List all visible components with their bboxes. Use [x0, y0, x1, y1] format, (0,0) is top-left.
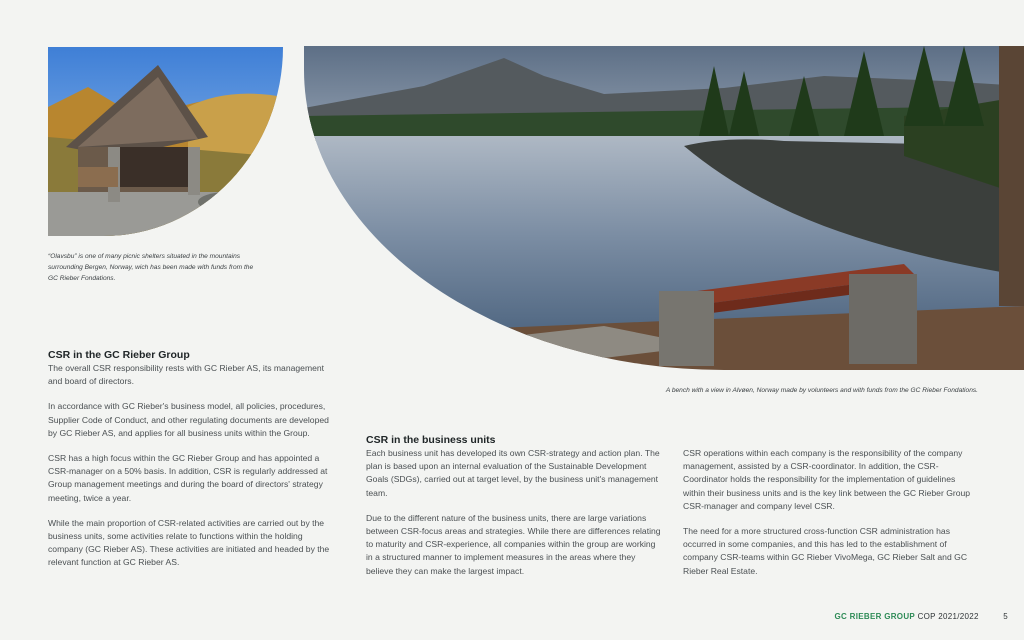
paragraph: The need for a more structured cross-function CSR administration has occurred in some companies, and this has led to the establishment of company CSR-teams within GC Rieber VivoMega, GC Rieber Salt and GC Rieber Real Estate. [683, 526, 968, 576]
page-footer [835, 612, 1008, 621]
csr-operations-section [683, 447, 979, 590]
shelter-photo [48, 47, 283, 236]
csr-business-units-section [366, 433, 662, 590]
footer-report: COP 2021/2022 [917, 612, 979, 621]
bench-caption: A bench with a view in Alvøen, Norway made by volunteers and with funds from the GC Rieber Fondations. [665, 387, 978, 394]
paragraph: While the main proportion of CSR-related activities are carried out by the business units, some activities relate to functions within the holding company (GC Rieber AS). These activities are initiated and headed by the relevant function at GC Rieber AS. [48, 517, 330, 568]
page-number: 5 [1003, 612, 1008, 621]
section-heading: CSR in the business units [366, 434, 496, 446]
paragraph: In accordance with GC Rieber's business model, all policies, procedures, Supplier Code of Conduct, and other regulating documents are developed by GC Rieber AS, and applies for all business units within the Group. [48, 401, 329, 438]
paragraph: CSR operations within each company is the responsibility of the company management, assisted by a CSR-coordinator. In addition, the CSR-Coordinator holds the responsibility for the implementation of guidelines within their business units and is the key link between the GC Rieber Group CSR-manager and company level CSR. [683, 448, 971, 511]
paragraph: The overall CSR responsibility rests with GC Rieber AS, its management and board of directors. [48, 363, 325, 387]
paragraph: CSR has a high focus within the GC Rieber Group and has appointed a CSR-manager on a 50% basis. In addition, CSR is regularly addressed at Group management meetings and during the board of directors' strategy meeting, twice a year. [48, 453, 328, 503]
csr-group-section [48, 348, 338, 582]
lake-photo [304, 46, 1024, 370]
paragraph: Due to the different nature of the business units, there are large variations between CSR-focus areas and strategies. While there are differences relating to maturity and CSR-experience, all companies within the group are working in a structured manner to implement measures in the areas where they believe they can make the largest impact. [366, 512, 661, 576]
shelter-caption: “Olavsbu” is one of many picnic shelters situated in the mountains surrounding Bergen, Norway, wich has been made with funds from the GC Rieber Fondations. [48, 253, 254, 282]
footer-brand: GC RIEBER GROUP [834, 612, 916, 621]
paragraph: Each business unit has developed its own CSR-strategy and action plan. The plan is based upon an internal evaluation of the Sustainable Development Goals (SDGs), carried out at target level, by the business unit's management team. [366, 448, 660, 498]
section-heading: CSR in the GC Rieber Group [48, 349, 190, 361]
